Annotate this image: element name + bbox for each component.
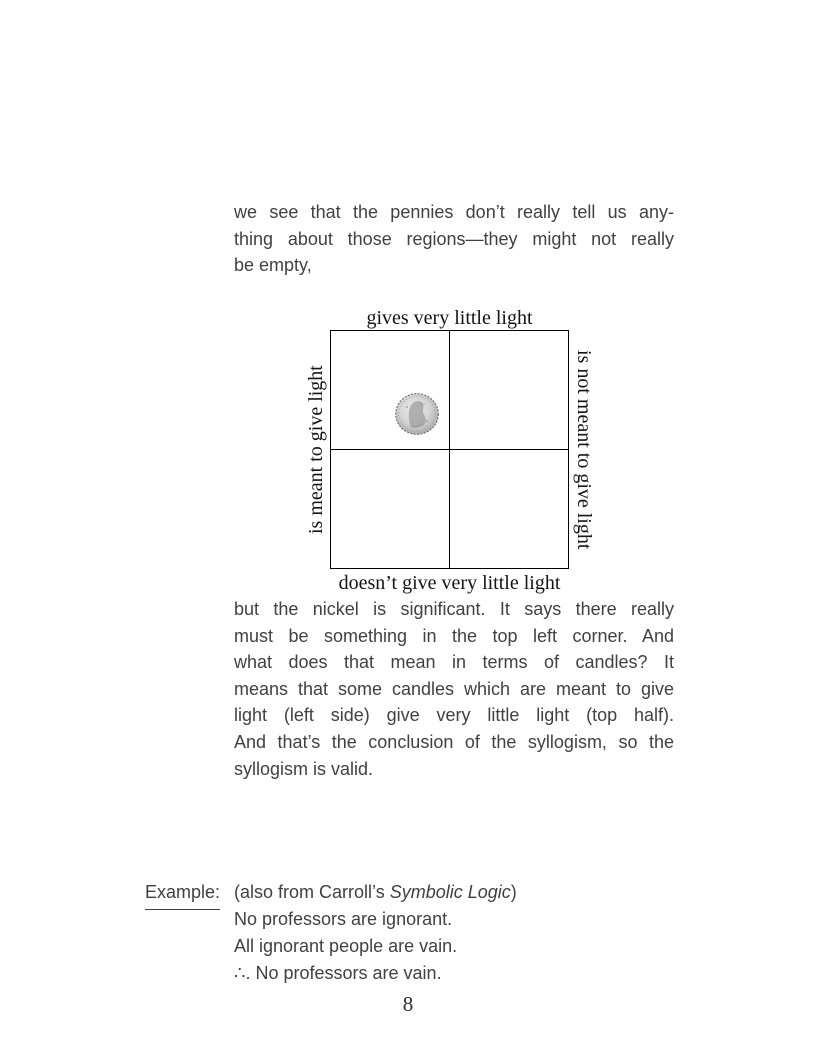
example-source-prefix: (also from Carroll’s <box>234 882 390 902</box>
diagram-left-label: is meant to give light <box>305 365 327 534</box>
example-source-line <box>234 879 674 906</box>
diagram-bottom-label: doesn’t give very little light <box>338 572 561 594</box>
text-line: means that some candles which are meant to give <box>234 678 674 699</box>
paragraph-intro <box>234 199 674 279</box>
paragraph-nickel-significance <box>234 596 674 782</box>
text-line: thing about those regions—they might not really <box>234 228 674 249</box>
example-section <box>234 879 674 987</box>
example-label <box>145 879 220 910</box>
conclusion-text: No professors are vain. <box>250 963 442 983</box>
text-line: we see that the pennies don’t really tell us any- <box>234 202 674 222</box>
nickel-coin-image <box>394 392 440 436</box>
text-line: And that’s the conclusion of the syllogism, so the <box>234 731 674 752</box>
premise-line: All ignorant people are vain. <box>234 936 458 956</box>
therefore-symbol: ∴. <box>234 963 251 983</box>
text-line: what does that mean in terms of candles? It <box>234 652 674 673</box>
text-line: but the nickel is significant. It says there really <box>234 599 674 619</box>
example-source-suffix: ) <box>510 882 517 902</box>
conclusion-line <box>234 960 674 987</box>
grid-horizontal-divider <box>331 449 568 450</box>
example-source-title: Symbolic Logic <box>389 882 511 902</box>
text-line: syllogism is valid. <box>234 758 374 779</box>
text-line: must be something in the top left corner. And <box>234 625 674 646</box>
text-line: be empty, <box>234 255 312 276</box>
page-number: 8 <box>402 992 414 1016</box>
premise-line: No professors are ignorant. <box>234 909 453 929</box>
example-label-text: Example: <box>145 879 220 910</box>
text-line: light (left side) give very little light (top half). <box>234 705 674 726</box>
diagram-right-label: is not meant to give light <box>573 349 595 550</box>
carroll-diagram <box>280 305 620 605</box>
diagram-top-label: gives very little light <box>366 307 533 329</box>
diagram-grid-box <box>330 330 569 569</box>
